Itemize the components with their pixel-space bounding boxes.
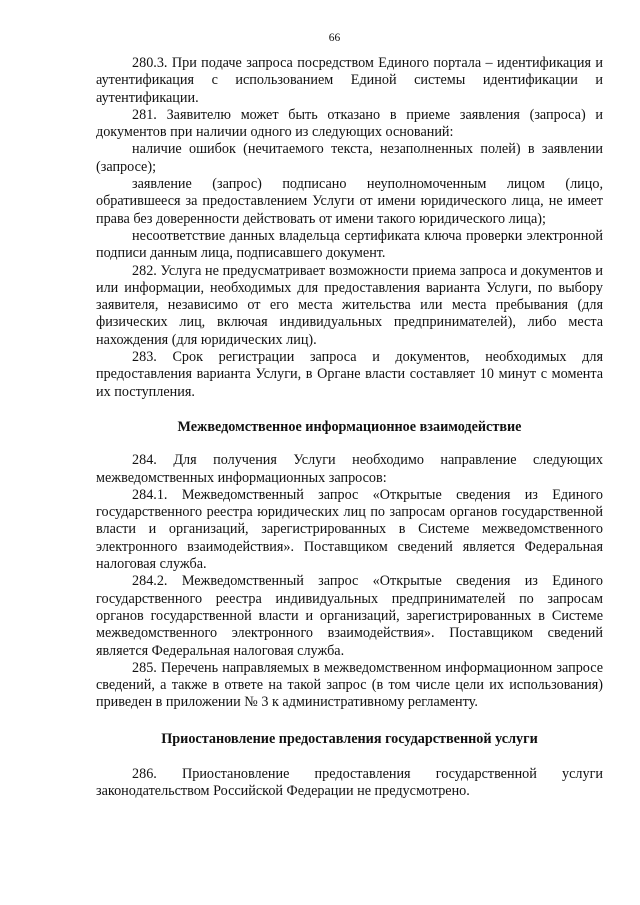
paragraph-281: 281. Заявителю может быть отказано в приеме заявления (запроса) и документов при наличии одного из следующих оснований: [96,106,603,141]
paragraph-281-item-1: наличие ошибок (нечитаемого текста, незаполненных полей) в заявлении (запросе); [96,141,603,175]
paragraph-282: 282. Услуга не предусматривает возможности приема запроса и документов и или информации, необходимых для предоставления варианта Услуги, по выбору заявителя, независимо от его места жительства или места пребывания (для физических лиц, включая индивидуальных предпринимателей), либо места нахождения (для юридических лиц). [96,262,603,348]
paragraph-283: 283. Срок регистрации запроса и документов, необходимых для предоставления варианта Услуги, в Органе власти составляет 10 минут с момента их поступления. [96,349,603,400]
paragraph-284-2: 284.2. Межведомственный запрос «Открытые сведения из Единого государственного реестра индивидуальных предпринимателей по запросам органов государственной власти и организаций, зарегистрированных в Системе межведомственного электронного взаимодействия». Поставщиком сведений является Федеральная налоговая служба. [96,573,603,659]
paragraph-285: 285. Перечень направляемых в межведомственном информационном запросе сведений, а также в ответе на такой запрос (в том числе цели их использования) приведен в приложении № 3 к административному регламенту. [96,659,603,711]
paragraph-286: 286. Приостановление предоставления государственной услуги законодательством Российской Федерации не предусмотрено. [96,765,603,800]
paragraph-284-1: 284.1. Межведомственный запрос «Открытые сведения из Единого государственного реестра юридических лиц по запросам органов государственной власти и организаций, зарегистрированных в Системе межведомственного электронного взаимодействия». Поставщиком сведений является Федеральная налоговая служба. [96,486,603,573]
page-number: 66 [328,32,341,44]
paragraph-281-item-2: заявление (запрос) подписано неуполномоченным лицом (лицо, обратившееся за предоставлением Услуги от имени юридического лица, не имеет права без доверенности действовать от имени такого юридического лица); [96,176,603,227]
section-heading-suspension: Приостановление предоставления государственной услуги [161,730,538,747]
paragraph-281-item-3: несоответствие данных владельца сертификата ключа проверки электронной подписи данным лица, подписавшего документ. [96,227,603,262]
paragraph-284: 284. Для получения Услуги необходимо направление следующих межведомственных информационных запросов: [96,452,603,486]
section-heading-interagency: Межведомственное информационное взаимодействие [177,418,522,435]
paragraph-280-3: 280.3. При подаче запроса посредством Единого портала – идентификация и аутентификация с использованием Единой системы идентификации и аутентификации. [96,55,603,106]
